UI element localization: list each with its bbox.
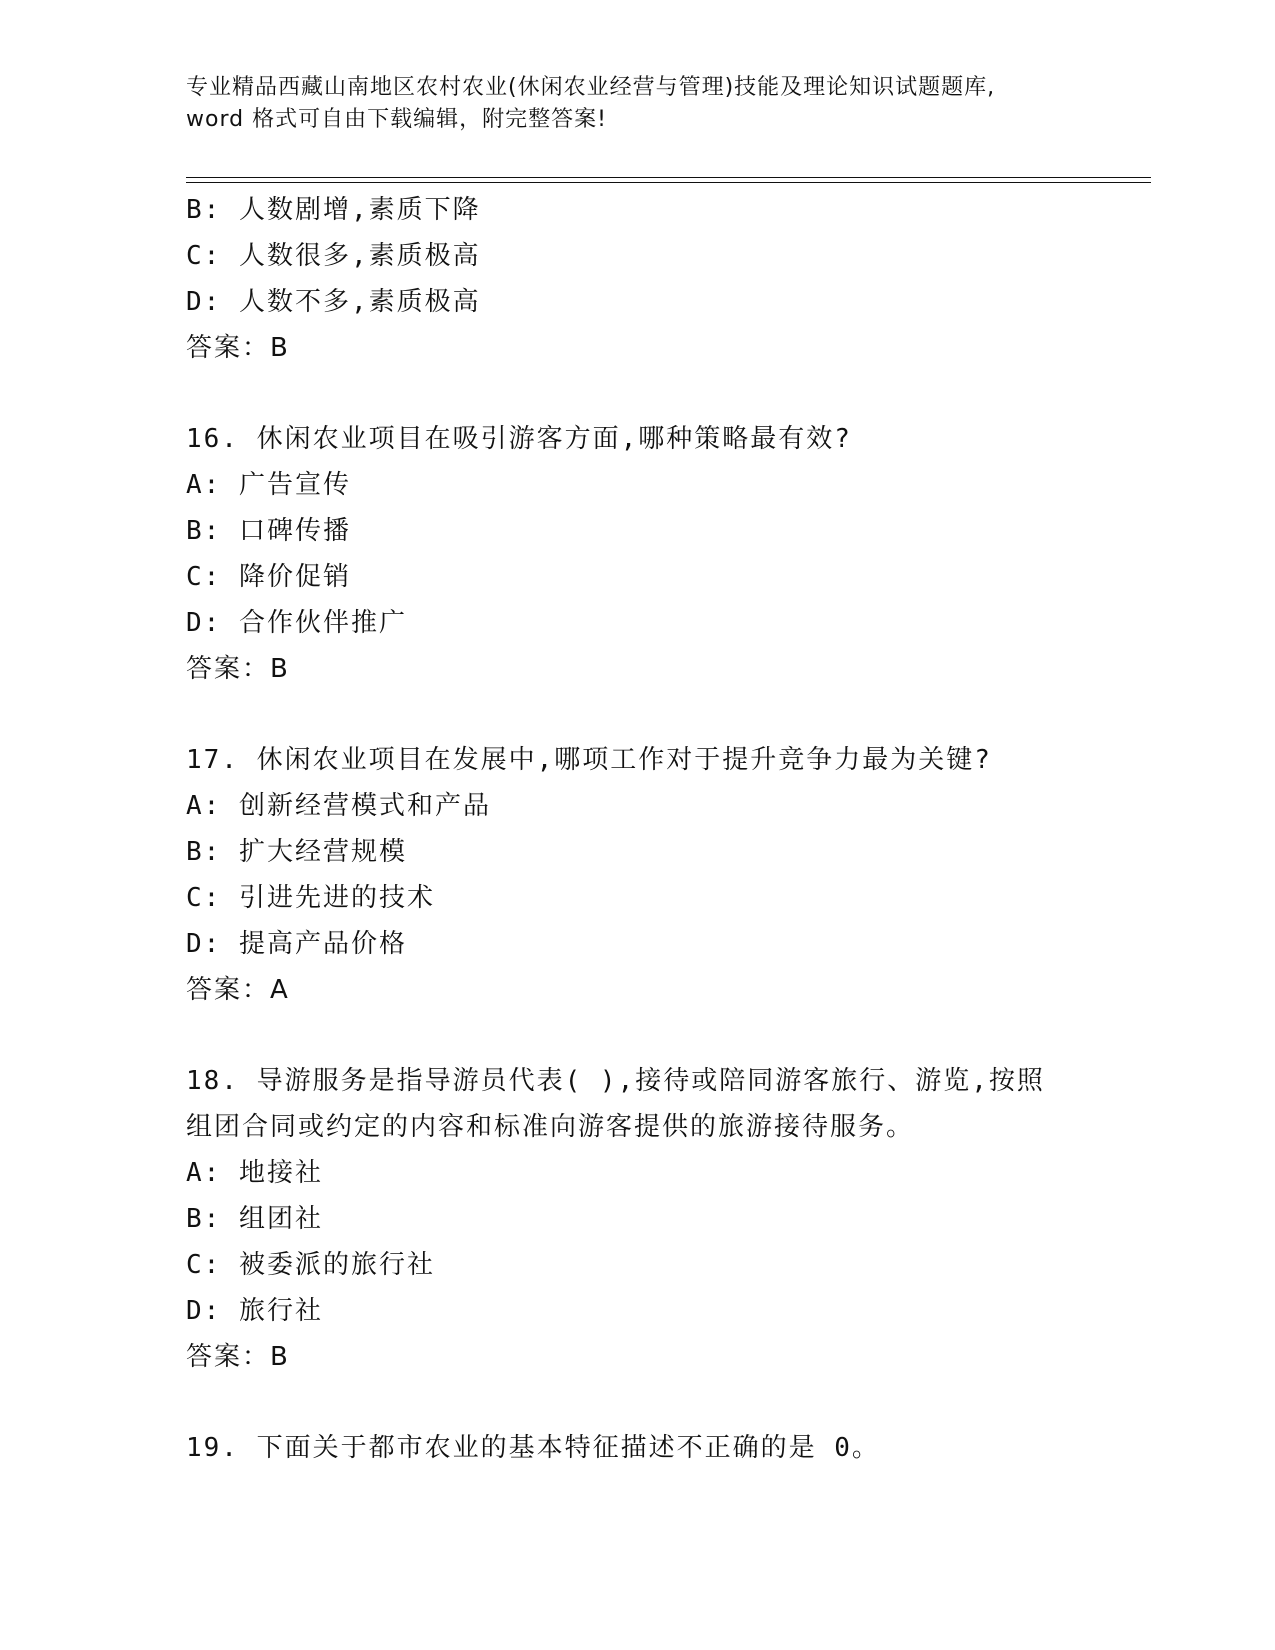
answer-label: 答案：B (186, 1342, 290, 1372)
answer-label: 答案：B (186, 654, 290, 684)
question-stem: 19. 下面关于都市农业的基本特征描述不正确的是 0。 (186, 1433, 880, 1463)
option-d: D: 合作伙伴推广 (186, 608, 407, 638)
option-d: D: 提高产品价格 (186, 929, 407, 959)
question-block-17 (186, 737, 1086, 1013)
question-block-16 (186, 416, 1086, 692)
option-a: A: 创新经营模式和产品 (186, 791, 491, 821)
question-list (186, 187, 1086, 1471)
option-b: B: 口碑传播 (186, 516, 351, 546)
option-a: A: 地接社 (186, 1158, 323, 1188)
header-rule-top (186, 177, 1151, 178)
option-d: D: 人数不多,素质极高 (186, 287, 481, 317)
question-stem: 18. 导游服务是指导游员代表( ),接待或陪同游客旅行、游览,按照 (186, 1066, 1045, 1096)
document-header (186, 72, 1086, 136)
question-stem: 17. 休闲农业项目在发展中,哪项工作对于提升竞争力最为关键? (186, 745, 992, 775)
option-c: C: 引进先进的技术 (186, 883, 435, 913)
header-line-2: word 格式可自由下载编辑，附完整答案! (186, 107, 607, 132)
option-a: A: 广告宣传 (186, 470, 351, 500)
question-block-19 (186, 1425, 1086, 1471)
question-block-18 (186, 1058, 1086, 1380)
answer-label: 答案：A (186, 975, 290, 1005)
option-c: C: 被委派的旅行社 (186, 1250, 435, 1280)
option-c: C: 人数很多,素质极高 (186, 241, 481, 271)
answer-label: 答案：B (186, 333, 290, 363)
question-stem: 16. 休闲农业项目在吸引游客方面,哪种策略最有效? (186, 424, 852, 454)
question-block-15 (186, 187, 1086, 371)
option-b: B: 人数剧增,素质下降 (186, 195, 481, 225)
option-b: B: 扩大经营规模 (186, 837, 407, 867)
question-stem-continued: 组团合同或约定的内容和标准向游客提供的旅游接待服务。 (186, 1112, 915, 1142)
option-b: B: 组团社 (186, 1204, 323, 1234)
option-c: C: 降价促销 (186, 562, 351, 592)
header-rule-bottom (186, 182, 1151, 183)
header-line-1: 专业精品西藏山南地区农村农业(休闲农业经营与管理)技能及理论知识试题题库, (186, 75, 996, 100)
option-d: D: 旅行社 (186, 1296, 323, 1326)
